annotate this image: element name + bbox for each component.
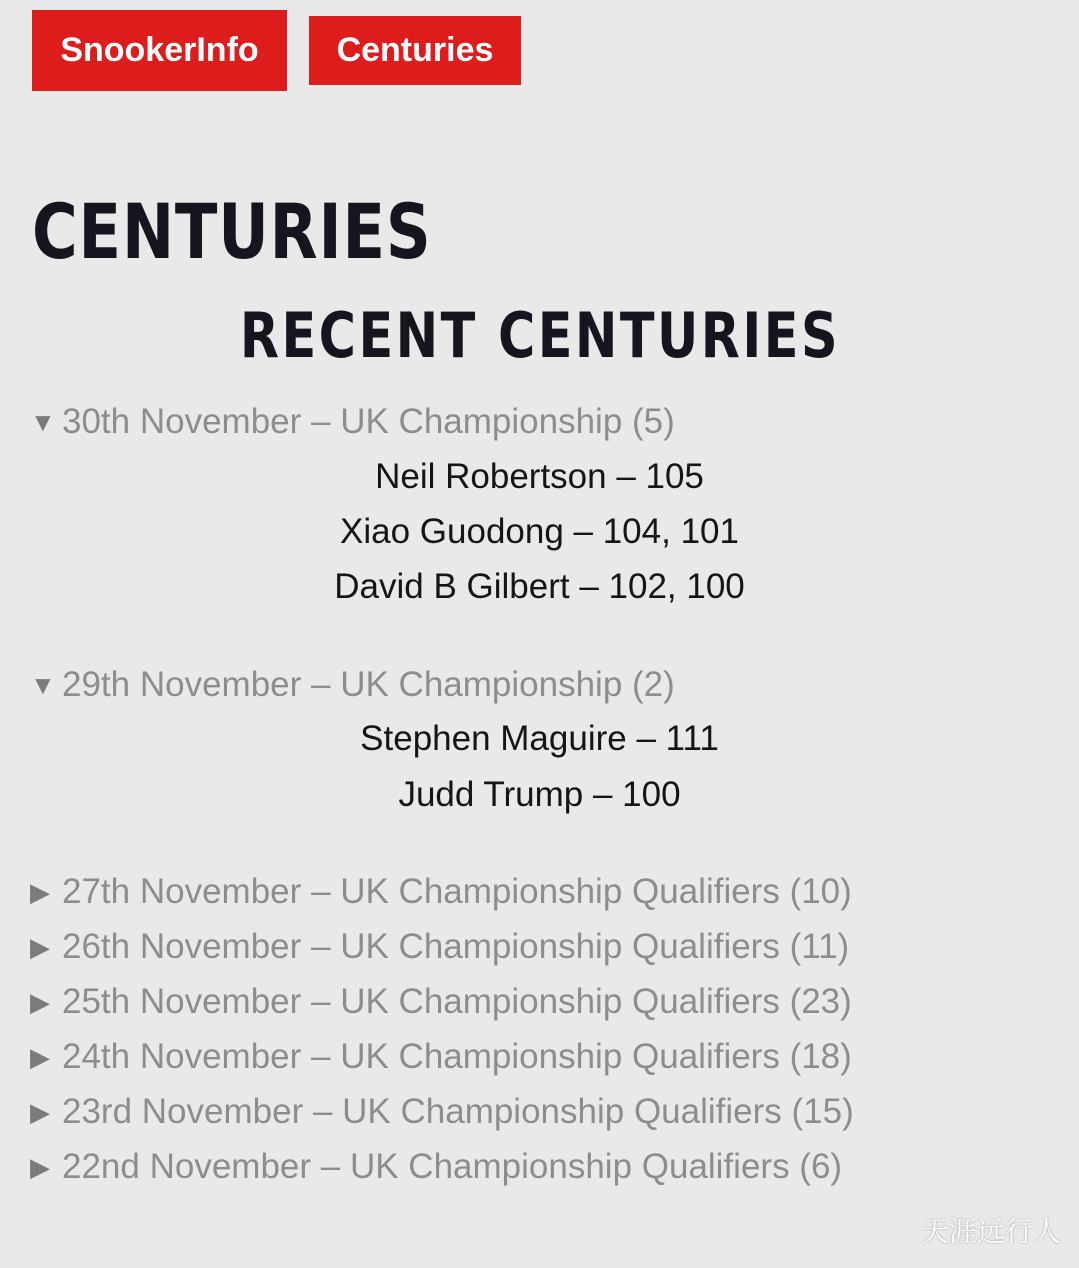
day-summary-25-nov[interactable] xyxy=(30,980,852,1024)
triangle-right-icon: ▶ xyxy=(30,986,50,1017)
century-entry: David B Gilbert – 102, 100 xyxy=(334,567,745,606)
day-summary-label: 26th November – UK Championship Qualifiers (11) xyxy=(62,927,850,966)
day-summary-27-nov[interactable] xyxy=(30,870,852,914)
page-title: CENTURIES xyxy=(32,187,432,276)
day-summary-label: 25th November – UK Championship Qualifiers (23) xyxy=(62,982,852,1021)
day-summary-label: 24th November – UK Championship Qualifiers (18) xyxy=(62,1037,852,1076)
triangle-right-icon: ▶ xyxy=(30,1041,50,1072)
centuries-tag-button[interactable]: Centuries xyxy=(309,16,521,85)
day-summary-label: 30th November – UK Championship (5) xyxy=(62,402,675,441)
century-entry: Judd Trump – 100 xyxy=(398,775,681,814)
triangle-right-icon: ▶ xyxy=(30,1096,50,1127)
day-summary-26-nov[interactable] xyxy=(30,925,849,969)
day-summary-29-nov[interactable] xyxy=(30,663,675,707)
day-summary-22-nov[interactable] xyxy=(30,1145,842,1189)
triangle-down-icon: ▼ xyxy=(30,669,56,700)
triangle-right-icon: ▶ xyxy=(30,1151,50,1182)
day-summary-label: 23rd November – UK Championship Qualifiers (15) xyxy=(62,1092,854,1131)
day-summary-24-nov[interactable] xyxy=(30,1035,852,1079)
triangle-right-icon: ▶ xyxy=(30,931,50,962)
century-entry: Xiao Guodong – 104, 101 xyxy=(340,512,739,551)
day-summary-label: 22nd November – UK Championship Qualifiers (6) xyxy=(62,1147,843,1186)
triangle-right-icon: ▶ xyxy=(30,876,50,907)
century-entry: Stephen Maguire – 111 xyxy=(360,719,719,758)
day-summary-30-nov[interactable] xyxy=(30,400,675,444)
section-title xyxy=(0,299,1079,372)
snookerinfo-tag-button[interactable]: SnookerInfo xyxy=(32,10,287,91)
day-summary-23-nov[interactable] xyxy=(30,1090,854,1134)
day-summary-label: 27th November – UK Championship Qualifiers (10) xyxy=(62,872,852,911)
day-summary-label: 29th November – UK Championship (2) xyxy=(62,665,675,704)
century-entry: Neil Robertson – 105 xyxy=(375,457,704,496)
watermark: 天涯远行人 xyxy=(920,1216,1061,1247)
section-title-text: RECENT CENTURIES xyxy=(239,299,840,372)
triangle-down-icon: ▼ xyxy=(30,406,56,437)
